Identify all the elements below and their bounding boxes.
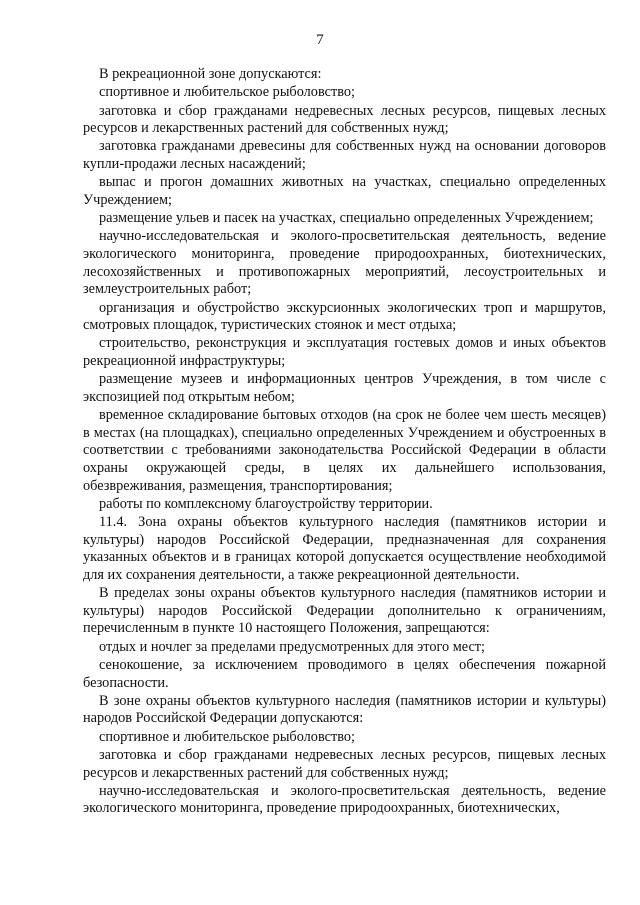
paragraph: научно-исследовательская и эколого-просветительская деятельность, ведение экологического мониторинга, проведение природоохранных, биотехнических, xyxy=(83,782,606,817)
paragraph: спортивное и любительское рыболовство; xyxy=(99,728,355,745)
paragraph: научно-исследовательская и эколого-просветительская деятельность, ведение экологического мониторинга, проведение природоохранных, биотехнических, лесохозяйственных и противопожарных мероприятий, лесоустроительных и землеустроительных работ; xyxy=(83,228,606,298)
paragraph: заготовка и сбор гражданами недревесных лесных ресурсов, пищевых лесных ресурсов и лекарственных растений для собственных нужд; xyxy=(83,102,606,137)
paragraph: В пределах зоны охраны объектов культурного наследия (памятников истории и культуры) народов Российской Федерации дополнительно к ограничениям, перечисленным в пункте 10 настоящего Положения, запрещаются: xyxy=(83,585,606,637)
paragraph: организация и обустройство экскурсионных экологических троп и маршрутов, смотровых площадок, туристических стоянок и мест отдыха; xyxy=(83,299,606,334)
page-number: 7 xyxy=(316,32,324,48)
paragraph: временное складирование бытовых отходов (на срок не более чем шесть месяцев) в местах (на площадках), специально определенных Учреждением и обустроенных в соответствии с требованиями законодательства Российской Федерации в области охраны окружающей среды, в целях их дальнейшего использования, обезвреживания, размещения, транспортирования; xyxy=(83,407,606,494)
paragraph: отдых и ночлег за пределами предусмотренных для этого мест; xyxy=(99,638,486,655)
paragraph: заготовка гражданами древесины для собственных нужд на основании договоров купли-продажи лесных насаждений; xyxy=(83,138,606,173)
paragraph: размещение музеев и информационных центров Учреждения, в том числе с экспозицией под открытым небом; xyxy=(83,371,606,405)
paragraph: сенокошение, за исключением проводимого в целях обеспечения пожарной безопасности. xyxy=(83,656,606,691)
paragraph: В рекреационной зоне допускаются: xyxy=(99,66,322,82)
paragraph: работы по комплексному благоустройству территории. xyxy=(99,495,433,512)
paragraph: строительство, реконструкция и эксплуатация гостевых домов и иных объектов рекреационной инфраструктуры; xyxy=(83,335,606,369)
paragraph: спортивное и любительское рыболовство; xyxy=(99,84,355,101)
section-11-4-paragraph: 11.4. Зона охраны объектов культурного наследия (памятников истории и культуры) народов Российской Федерации, предназначенная для сохранения указанных объектов и в границах которой допускается осуществление необходимой для их сохранения деятельности, а также рекреационной деятельности. xyxy=(83,514,606,583)
paragraph: В зоне охраны объектов культурного наследия (памятников истории и культуры) народов Российской Федерации допускаются: xyxy=(83,692,606,727)
paragraph: размещение ульев и пасек на участках, специально определенных Учреждением; xyxy=(99,210,594,227)
document-body xyxy=(83,66,606,818)
paragraph: заготовка и сбор гражданами недревесных лесных ресурсов, пищевых лесных ресурсов и лекарственных растений для собственных нужд; xyxy=(83,746,606,781)
paragraph: выпас и прогон домашних животных на участках, специально определенных Учреждением; xyxy=(83,174,606,208)
